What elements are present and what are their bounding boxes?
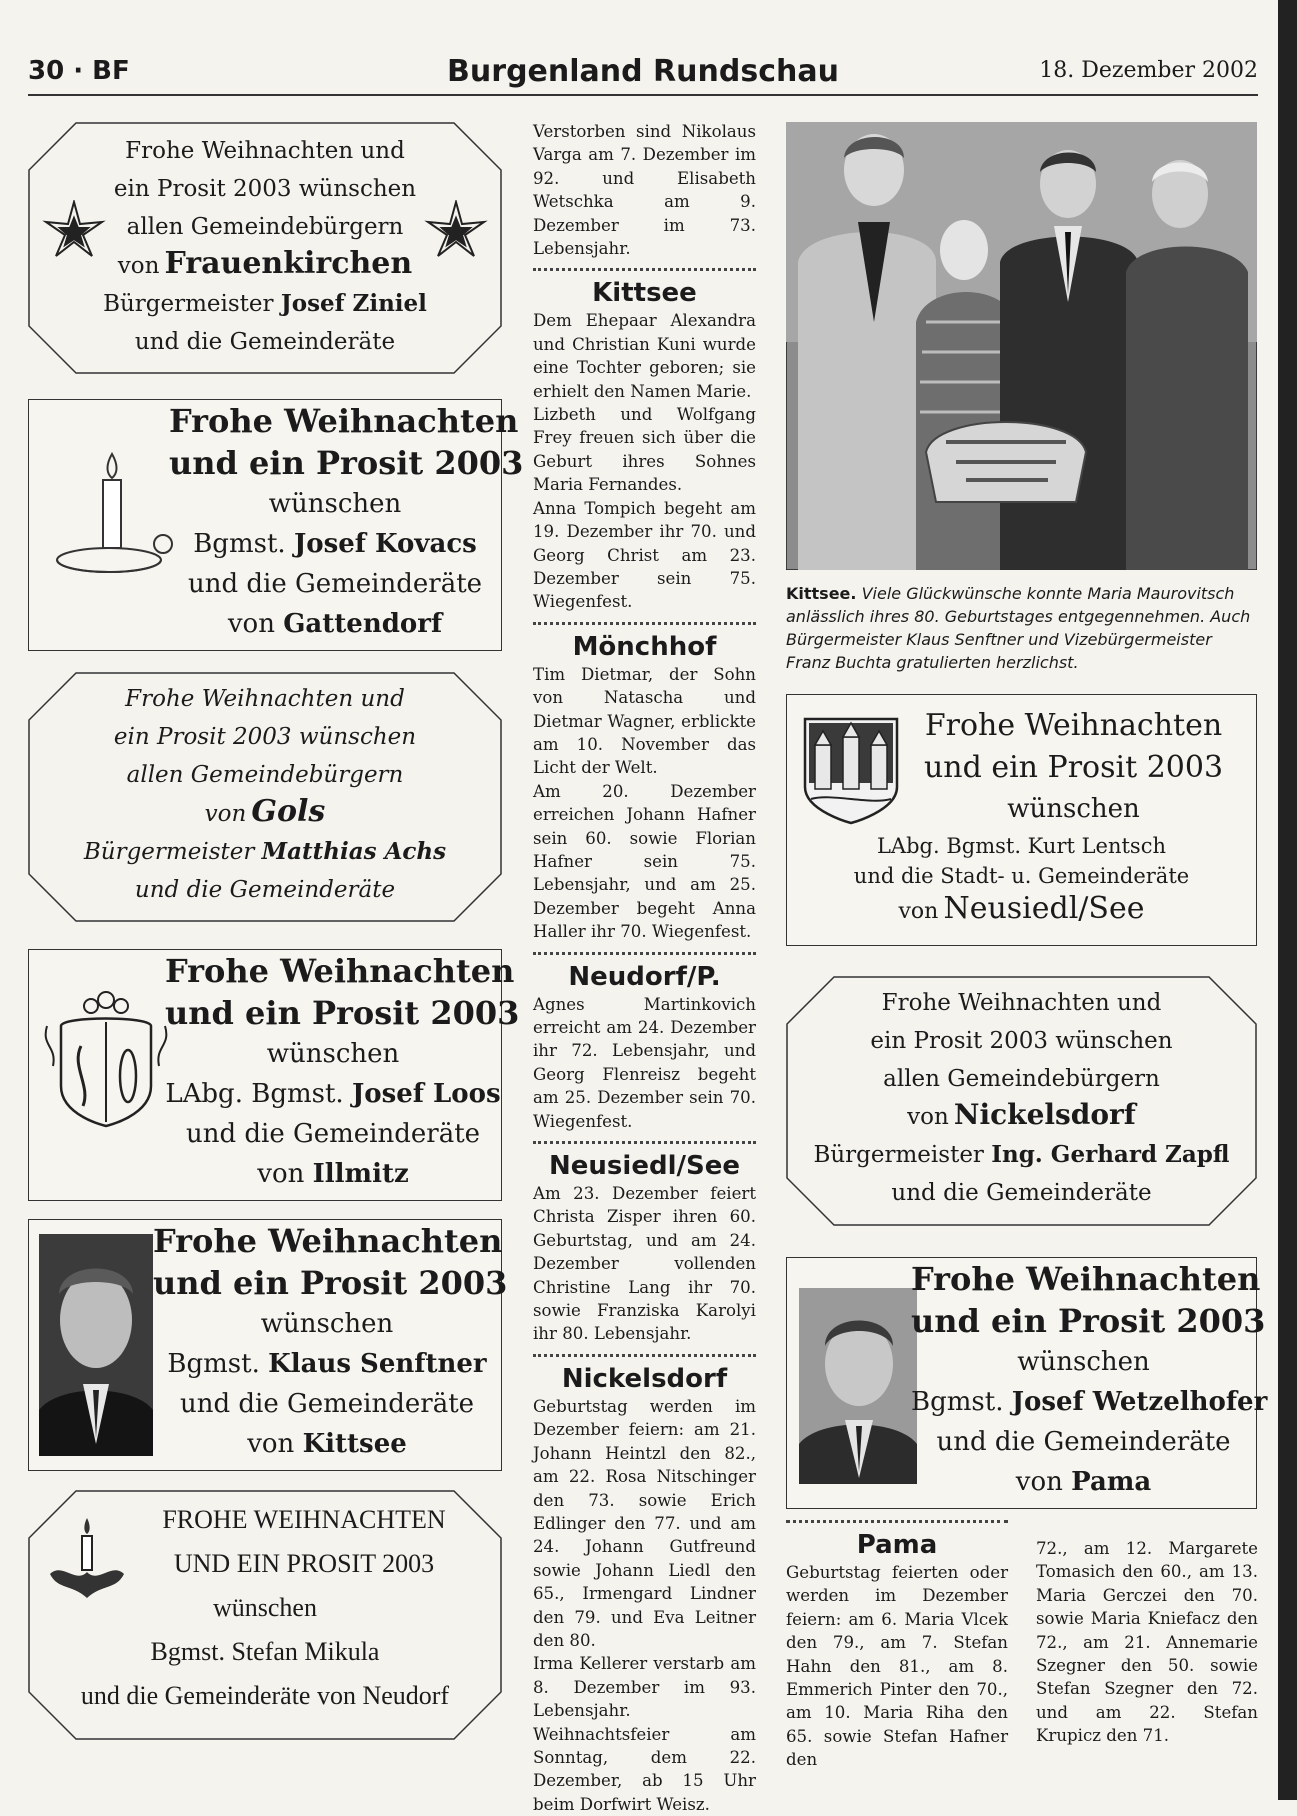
ad-name: Matthias Achs: [261, 838, 447, 865]
ad-name: Klaus Senftner: [268, 1349, 487, 1379]
ad-role: Bgmst.: [193, 529, 286, 559]
ad-line: wünschen: [268, 489, 402, 519]
ad-role: LAbg. Bgmst.: [165, 1079, 344, 1109]
ad-line: und die Gemeinderäte: [891, 1180, 1152, 1206]
ad-von: von: [907, 1104, 949, 1130]
ad-line: und die Gemeinderäte: [134, 329, 396, 355]
ad-place: Gattendorf: [283, 609, 443, 639]
ad-line: allen Gemeindebürgern: [883, 1066, 1160, 1092]
ad-line: wünschen: [1007, 794, 1140, 824]
ad-von: von: [247, 1429, 295, 1459]
ad-line: allen Gemeindebürgern: [126, 762, 404, 788]
ad-place: Kittsee: [302, 1429, 407, 1459]
ad-line: Frohe Weihnachten und: [881, 990, 1162, 1016]
ad-name: Josef Wetzelhofer: [1011, 1387, 1268, 1417]
photo-caption: [786, 582, 1257, 674]
news-column: [533, 120, 756, 1816]
ad-gols: [28, 672, 502, 922]
page-number: 30 · BF: [28, 56, 130, 86]
issue-date: 18. Dezember 2002: [1039, 58, 1258, 83]
ad-name: Josef Loos: [351, 1079, 501, 1109]
section-heading: Neusiedl/See: [549, 1151, 740, 1182]
portrait-photo: [799, 1288, 917, 1484]
ad-neusiedl: [786, 694, 1257, 946]
group-photo: [786, 122, 1257, 570]
news-text: Tim Dietmar, der Sohn von Natascha und Dietmar Wagner, erblickte am 10. November das Licht der Welt.: [533, 664, 756, 778]
ad-line: ein Prosit 2003 wünschen: [113, 724, 417, 750]
ad-gattendorf: [28, 399, 524, 651]
divider: [786, 1520, 1008, 1523]
ad-line: und die Gemeinderäte: [936, 1427, 1231, 1457]
ad-kittsee: [28, 1219, 508, 1471]
ad-von: von: [227, 609, 275, 639]
ad-name: Josef Ziniel: [280, 290, 427, 317]
ad-role: Bürgermeister: [103, 291, 274, 317]
ad-frauenkirchen: [28, 122, 502, 374]
ad-line: ein Prosit 2003 wünschen: [113, 176, 417, 202]
caption-text: Viele Glückwünsche konnte Maria Maurovitsch anlässlich ihres 80. Geburtstages entgegennehmen. Auch Bürgermeister Klaus Senftner und Vizebürgermeister Franz Buchta gratulierten herzlichst.: [786, 584, 1251, 672]
news-text: Anna Tompich begeht am 19. Dezember ihr 70. und Georg Christ am 23. Dezember sein 75. Wiegenfest.: [533, 498, 756, 612]
ad-line: und ein Prosit 2003: [169, 444, 524, 482]
ad-place: Frauenkirchen: [164, 246, 413, 281]
ad-line: und die Gemeinderäte: [187, 569, 483, 599]
news-text: 72., am 12. Margarete Tomasich den 60., am 13. Maria Gerczei den 70. sowie Maria Kniefacz den 72., am 21. Annemarie Szegner den 50. sowie Stefan Szegner den 72. und am 22. Stefan Krupicz den 71.: [1036, 1539, 1258, 1746]
ad-line: und ein Prosit 2003: [153, 1264, 508, 1302]
ad-name: Ing. Gerhard Zapfl: [991, 1141, 1230, 1168]
caption-place: Kittsee.: [786, 584, 857, 603]
section-heading: Neudorf/P.: [568, 961, 721, 992]
section-heading: Pama: [856, 1530, 938, 1560]
news-text: Lizbeth und Wolfgang Frey freuen sich über die Geburt ihres Sohnes Maria Fernandes.: [533, 405, 756, 495]
ad-von: von: [204, 801, 247, 827]
news-pama-col2: [1036, 1537, 1258, 1748]
divider: [533, 952, 756, 955]
ad-role: Bgmst.: [911, 1387, 1004, 1417]
section-heading: Kittsee: [592, 278, 697, 309]
ad-line: Frohe Weihnachten: [169, 402, 519, 440]
divider: [533, 1354, 756, 1357]
ad-line: und die Stadt- u. Gemeinderäte: [853, 864, 1190, 888]
news-text: Irma Kellerer verstarb am 8. Dezember im 93. Lebensjahr.: [533, 1654, 756, 1721]
news-pama: [786, 1520, 1008, 1772]
ad-place: Gols: [251, 794, 326, 829]
ad-line: und die Gemeinderäte: [179, 1389, 475, 1419]
ad-line: Bgmst. Stefan Mikula: [150, 1637, 380, 1666]
section-heading: Mönchhof: [572, 631, 717, 662]
news-text: Agnes Martinkovich erreicht am 24. Dezember ihr 72. Lebensjahr, und Georg Flenreisz begeht am 25. Dezember sein 70. Wiegenfest.: [533, 994, 756, 1131]
ad-line: Frohe Weihnachten: [153, 1222, 503, 1260]
ad-von: von: [898, 899, 939, 924]
ad-neudorf: [28, 1490, 502, 1740]
coat-of-arms-icon: [801, 715, 901, 827]
news-text: Geburtstag feierten oder werden im Dezember feiern: am 6. Maria Vlcek den 79., am 7. Stefan Hahn den 81., am 8. Emmerich Pinter den 70., am 10. Maria Riha den 65. sowie Stefan Hafner den: [786, 1563, 1008, 1770]
divider: [533, 1141, 756, 1144]
ad-von: von: [117, 253, 160, 279]
divider: [533, 622, 756, 625]
ad-role: Bgmst.: [167, 1349, 260, 1379]
ad-line: wünschen: [213, 1593, 317, 1622]
news-text: Am 20. Dezember erreichen Johann Hafner sein 60. sowie Florian Hafner sein 75. Lebensjahr, und am 25. Dezember begeht Anna Haller ihr 70. Wiegenfest.: [533, 781, 756, 942]
news-text: Am 23. Dezember feiert Christa Zisper ihren 60. Geburtstag, und am 24. Dezember vollenden Christine Lang ihr 70. sowie Franziska Karolyi ihr 80. Lebensjahr.: [533, 1184, 756, 1344]
ad-von: von: [257, 1159, 305, 1189]
portrait-photo: [39, 1234, 153, 1456]
scan-edge: [1278, 0, 1297, 1800]
news-text: Weihnachtsfeier am Sonntag, dem 22. Dezember, ab 15 Uhr beim Dorfwirt Weisz.: [533, 1724, 756, 1814]
section-heading: Nickelsdorf: [561, 1363, 728, 1394]
coat-of-arms-icon: [41, 986, 171, 1136]
ad-line: wünschen: [1017, 1347, 1150, 1377]
ad-place: Neusiedl/See: [943, 891, 1145, 926]
ad-line: und ein Prosit 2003: [165, 994, 520, 1032]
ad-line: Frohe Weihnachten: [924, 708, 1223, 743]
ad-role: Bürgermeister: [83, 839, 255, 865]
ad-name: Josef Kovacs: [293, 529, 477, 559]
ad-place: Pama: [1071, 1467, 1152, 1497]
ad-line: ein Prosit 2003 wünschen: [870, 1028, 1173, 1054]
ad-illmitz: [28, 949, 520, 1201]
ad-place: Nickelsdorf: [953, 1098, 1136, 1131]
ad-line: Frohe Weihnachten: [165, 952, 515, 990]
ad-line: wünschen: [266, 1039, 400, 1069]
ad-von: von: [1015, 1467, 1063, 1497]
page-header: [28, 54, 1258, 96]
ad-line: und die Gemeinderäte von Neudorf: [80, 1681, 450, 1710]
divider: [533, 268, 756, 271]
ad-line: Frohe Weihnachten: [911, 1260, 1261, 1298]
newspaper-title: Burgenland Rundschau: [447, 54, 839, 89]
ad-role: Bürgermeister: [813, 1142, 984, 1168]
ad-line: wünschen: [260, 1309, 394, 1339]
ad-line: LAbg. Bgmst. Kurt Lentsch: [876, 834, 1166, 858]
ad-line: allen Gemeindebürgern: [126, 214, 404, 240]
ad-nickelsdorf: [786, 976, 1257, 1226]
ad-line: Frohe Weihnachten und: [125, 686, 405, 712]
ad-pama: [786, 1257, 1268, 1509]
ad-line: und die Gemeinderäte: [134, 877, 396, 903]
news-text: Verstorben sind Nikolaus Varga am 7. Dezember im 92. und Elisabeth Wetschka am 9. Dezember im 73. Lebensjahr.: [533, 122, 756, 259]
ad-line: UND EIN PROSIT 2003: [173, 1549, 435, 1578]
news-text: Dem Ehepaar Alexandra und Christian Kuni wurde eine Tochter geboren; sie erhielt den Namen Marie.: [533, 311, 756, 401]
ad-line: Frohe Weihnachten und: [125, 138, 405, 164]
candle-icon: [47, 448, 177, 588]
ad-line: und ein Prosit 2003: [911, 1302, 1266, 1340]
ad-place: Illmitz: [312, 1159, 409, 1189]
news-text: Geburtstag werden im Dezember feiern: am 21. Johann Heintzl den 82., am 22. Rosa Nitschinger den 73. sowie Erich Edlinger den 77. und am 24. Johann Gutfreund sowie Johann Liedl den 65., Irmengard Lindner den 79. und Eva Leitner den 80.: [533, 1396, 756, 1650]
ad-line: FROHE WEIHNACHTEN: [162, 1505, 446, 1534]
ad-line: und die Gemeinderäte: [185, 1119, 481, 1149]
ad-line: und ein Prosit 2003: [923, 750, 1224, 785]
